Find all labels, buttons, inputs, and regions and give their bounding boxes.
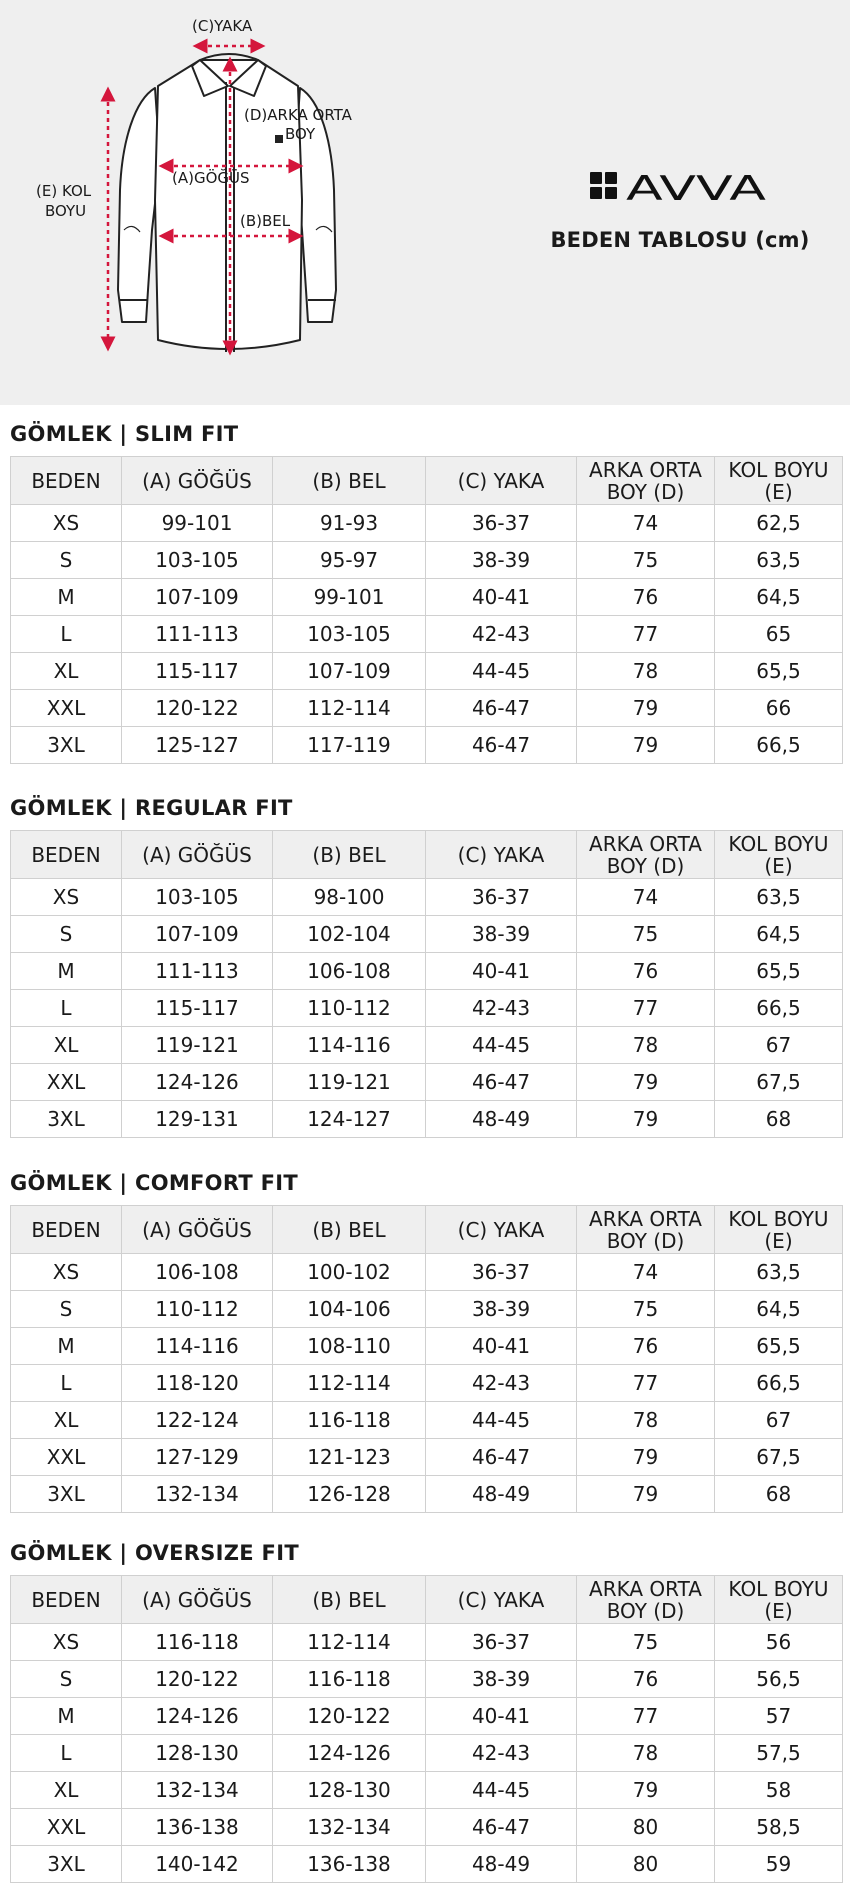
measurement-cell: 116-118: [273, 1402, 426, 1439]
measurement-cell: 124-127: [273, 1101, 426, 1138]
section-title: GÖMLEK | REGULAR FIT: [10, 796, 293, 820]
table-row: [11, 542, 843, 579]
measurement-cell: 65,5: [715, 653, 843, 690]
column-header: ARKA ORTA BOY (D): [577, 1206, 715, 1254]
measurement-cell: 36-37: [426, 1254, 577, 1291]
measurement-cell: 106-108: [122, 1254, 273, 1291]
column-header: ARKA ORTA BOY (D): [577, 1576, 715, 1624]
measurement-cell: 102-104: [273, 916, 426, 953]
measurement-cell: 74: [577, 505, 715, 542]
measurement-cell: 75: [577, 916, 715, 953]
column-header: (C) YAKA: [426, 1576, 577, 1624]
section-title: GÖMLEK | SLIM FIT: [10, 422, 239, 446]
size-label-cell: XS: [11, 1624, 122, 1661]
measurement-cell: 76: [577, 953, 715, 990]
column-header: BEDEN: [11, 457, 122, 505]
table-row: [11, 727, 843, 764]
column-header: (C) YAKA: [426, 1206, 577, 1254]
measurement-cell: 40-41: [426, 1698, 577, 1735]
measurement-cell: 67,5: [715, 1439, 843, 1476]
measurement-cell: 103-105: [273, 616, 426, 653]
measurement-cell: 75: [577, 1624, 715, 1661]
measurement-cell: 112-114: [273, 1624, 426, 1661]
measurement-cell: 80: [577, 1809, 715, 1846]
measurement-cell: 132-134: [273, 1809, 426, 1846]
size-label-cell: 3XL: [11, 727, 122, 764]
label-gogus: (A)GÖĞÜS: [172, 169, 250, 187]
measurement-cell: 136-138: [273, 1846, 426, 1883]
measurement-cell: 68: [715, 1476, 843, 1513]
measurement-cell: 79: [577, 690, 715, 727]
measurement-cell: 44-45: [426, 653, 577, 690]
section-title: GÖMLEK | COMFORT FIT: [10, 1171, 298, 1195]
column-header: KOL BOYU (E): [715, 1206, 843, 1254]
size-label-cell: XXL: [11, 1439, 122, 1476]
column-header: (A) GÖĞÜS: [122, 831, 273, 879]
measurement-cell: 132-134: [122, 1476, 273, 1513]
size-table: [10, 1575, 843, 1883]
measurement-cell: 66,5: [715, 990, 843, 1027]
measurement-cell: 66,5: [715, 727, 843, 764]
measurement-cell: 48-49: [426, 1846, 577, 1883]
size-label-cell: XL: [11, 1402, 122, 1439]
measurement-cell: 118-120: [122, 1365, 273, 1402]
header-row: [11, 457, 843, 505]
measurement-cell: 38-39: [426, 542, 577, 579]
measurement-cell: 76: [577, 579, 715, 616]
size-table: [10, 456, 843, 764]
size-label-cell: XL: [11, 653, 122, 690]
size-label-cell: S: [11, 1291, 122, 1328]
table-row: [11, 990, 843, 1027]
measurement-cell: 65,5: [715, 1328, 843, 1365]
measurement-cell: 115-117: [122, 990, 273, 1027]
header-panel: [0, 0, 850, 405]
measurement-cell: 99-101: [122, 505, 273, 542]
size-label-cell: XXL: [11, 1809, 122, 1846]
column-header: BEDEN: [11, 831, 122, 879]
table-row: [11, 1698, 843, 1735]
column-header: (B) BEL: [273, 1206, 426, 1254]
measurement-cell: 46-47: [426, 690, 577, 727]
measurement-cell: 120-122: [122, 690, 273, 727]
measurement-cell: 40-41: [426, 953, 577, 990]
label-kol-line2: BOYU: [45, 202, 87, 220]
measurement-cell: 78: [577, 653, 715, 690]
size-label-cell: XL: [11, 1772, 122, 1809]
measurement-cell: 110-112: [122, 1291, 273, 1328]
measurement-cell: 36-37: [426, 505, 577, 542]
measurement-cell: 63,5: [715, 542, 843, 579]
measurement-cell: 103-105: [122, 542, 273, 579]
avva-logo: [590, 170, 770, 204]
measurement-cell: 99-101: [273, 579, 426, 616]
size-section: [10, 786, 836, 1138]
column-header: KOL BOYU (E): [715, 457, 843, 505]
size-label-cell: XS: [11, 1254, 122, 1291]
measurement-cell: 44-45: [426, 1772, 577, 1809]
size-label-cell: M: [11, 1328, 122, 1365]
size-label-cell: XS: [11, 505, 122, 542]
measurement-cell: 119-121: [273, 1064, 426, 1101]
column-header: (B) BEL: [273, 457, 426, 505]
measurement-cell: 62,5: [715, 505, 843, 542]
table-row: [11, 1027, 843, 1064]
measurement-cell: 40-41: [426, 1328, 577, 1365]
table-row: [11, 1254, 843, 1291]
size-section: [10, 1161, 836, 1513]
table-row: [11, 1101, 843, 1138]
measurement-cell: 79: [577, 1064, 715, 1101]
measurement-cell: 79: [577, 1772, 715, 1809]
measurement-cell: 79: [577, 1476, 715, 1513]
measurement-cell: 80: [577, 1846, 715, 1883]
measurement-cell: 46-47: [426, 1439, 577, 1476]
measurement-cell: 106-108: [273, 953, 426, 990]
measurement-cell: 78: [577, 1402, 715, 1439]
measurement-cell: 129-131: [122, 1101, 273, 1138]
section-title: GÖMLEK | OVERSIZE FIT: [10, 1541, 299, 1565]
measurement-cell: 78: [577, 1027, 715, 1064]
measurement-cell: 48-49: [426, 1101, 577, 1138]
measurement-cell: 98-100: [273, 879, 426, 916]
measurement-cell: 107-109: [122, 579, 273, 616]
measurement-cell: 64,5: [715, 579, 843, 616]
measurement-cell: 56: [715, 1624, 843, 1661]
measurement-cell: 66: [715, 690, 843, 727]
measurement-cell: 120-122: [273, 1698, 426, 1735]
size-label-cell: M: [11, 1698, 122, 1735]
column-header: (C) YAKA: [426, 457, 577, 505]
measurement-cell: 65: [715, 616, 843, 653]
measurement-cell: 77: [577, 1698, 715, 1735]
size-label-cell: S: [11, 1661, 122, 1698]
size-label-cell: L: [11, 616, 122, 653]
table-row: [11, 1064, 843, 1101]
table-row: [11, 1328, 843, 1365]
table-row: [11, 1624, 843, 1661]
size-section: [10, 412, 836, 764]
measurement-cell: 124-126: [273, 1735, 426, 1772]
measurement-cell: 77: [577, 990, 715, 1027]
measurement-cell: 42-43: [426, 1735, 577, 1772]
measurement-cell: 112-114: [273, 690, 426, 727]
column-header: BEDEN: [11, 1576, 122, 1624]
measurement-cell: 42-43: [426, 990, 577, 1027]
measurement-cell: 100-102: [273, 1254, 426, 1291]
measurement-cell: 104-106: [273, 1291, 426, 1328]
measurement-cell: 58,5: [715, 1809, 843, 1846]
size-label-cell: M: [11, 579, 122, 616]
measurement-cell: 36-37: [426, 1624, 577, 1661]
size-label-cell: XS: [11, 879, 122, 916]
size-table: [10, 1205, 843, 1513]
measurement-cell: 117-119: [273, 727, 426, 764]
size-table: [10, 830, 843, 1138]
measurement-cell: 66,5: [715, 1365, 843, 1402]
measurement-cell: 107-109: [273, 653, 426, 690]
size-label-cell: 3XL: [11, 1476, 122, 1513]
table-row: [11, 1661, 843, 1698]
measurement-cell: 121-123: [273, 1439, 426, 1476]
measurement-cell: 63,5: [715, 1254, 843, 1291]
measurement-cell: 136-138: [122, 1809, 273, 1846]
column-header: BEDEN: [11, 1206, 122, 1254]
measurement-cell: 91-93: [273, 505, 426, 542]
measurement-cell: 40-41: [426, 579, 577, 616]
measurement-cell: 36-37: [426, 879, 577, 916]
measurement-cell: 116-118: [273, 1661, 426, 1698]
measurement-cell: 48-49: [426, 1476, 577, 1513]
measurement-cell: 44-45: [426, 1027, 577, 1064]
measurement-cell: 46-47: [426, 1064, 577, 1101]
measurement-cell: 108-110: [273, 1328, 426, 1365]
size-label-cell: L: [11, 990, 122, 1027]
measurement-cell: 46-47: [426, 727, 577, 764]
measurement-cell: 122-124: [122, 1402, 273, 1439]
measurement-cell: 124-126: [122, 1698, 273, 1735]
size-label-cell: L: [11, 1365, 122, 1402]
measurement-cell: 126-128: [273, 1476, 426, 1513]
measurement-cell: 79: [577, 1101, 715, 1138]
label-arka-line2: BOY: [285, 125, 316, 143]
column-header: (A) GÖĞÜS: [122, 1206, 273, 1254]
measurement-cell: 132-134: [122, 1772, 273, 1809]
size-chart-title: BEDEN TABLOSU (cm): [550, 228, 810, 252]
header-row: [11, 1576, 843, 1624]
size-label-cell: M: [11, 953, 122, 990]
label-arka-line1: (D)ARKA ORTA: [244, 106, 352, 124]
table-row: [11, 1291, 843, 1328]
measurement-cell: 67: [715, 1402, 843, 1439]
measurement-cell: 114-116: [122, 1328, 273, 1365]
measurement-cell: 79: [577, 1439, 715, 1476]
measurement-cell: 127-129: [122, 1439, 273, 1476]
table-row: [11, 653, 843, 690]
measurement-cell: 58: [715, 1772, 843, 1809]
measurement-cell: 44-45: [426, 1402, 577, 1439]
table-row: [11, 1772, 843, 1809]
header-row: [11, 831, 843, 879]
size-section: [10, 1531, 836, 1883]
measurement-cell: 111-113: [122, 616, 273, 653]
table-row: [11, 1365, 843, 1402]
table-row: [11, 579, 843, 616]
measurement-cell: 124-126: [122, 1064, 273, 1101]
measurement-cell: 79: [577, 727, 715, 764]
shirt-diagram: [0, 0, 560, 400]
column-header: (A) GÖĞÜS: [122, 457, 273, 505]
table-row: [11, 1476, 843, 1513]
column-header: KOL BOYU (E): [715, 831, 843, 879]
measurement-cell: 128-130: [273, 1772, 426, 1809]
logo-text: AVVA: [626, 170, 766, 204]
measurement-cell: 112-114: [273, 1365, 426, 1402]
table-row: [11, 916, 843, 953]
table-row: [11, 1439, 843, 1476]
table-row: [11, 1402, 843, 1439]
measurement-cell: 59: [715, 1846, 843, 1883]
column-header: (B) BEL: [273, 831, 426, 879]
measurement-cell: 76: [577, 1661, 715, 1698]
measurement-cell: 74: [577, 879, 715, 916]
measurement-cell: 67: [715, 1027, 843, 1064]
measurement-cell: 38-39: [426, 1661, 577, 1698]
size-label-cell: 3XL: [11, 1101, 122, 1138]
measurement-cell: 65,5: [715, 953, 843, 990]
measurement-cell: 103-105: [122, 879, 273, 916]
measurement-cell: 78: [577, 1735, 715, 1772]
shirt-icon: [118, 54, 336, 352]
table-row: [11, 1846, 843, 1883]
table-row: [11, 1735, 843, 1772]
measurement-cell: 77: [577, 1365, 715, 1402]
table-row: [11, 505, 843, 542]
measurement-cell: 110-112: [273, 990, 426, 1027]
measurement-cell: 67,5: [715, 1064, 843, 1101]
measurement-cell: 57: [715, 1698, 843, 1735]
table-row: [11, 953, 843, 990]
size-label-cell: XXL: [11, 1064, 122, 1101]
measurement-cell: 75: [577, 542, 715, 579]
measurement-cell: 64,5: [715, 1291, 843, 1328]
measurement-cell: 125-127: [122, 727, 273, 764]
label-bel: (B)BEL: [240, 212, 291, 230]
label-yaka: (C)YAKA: [192, 17, 253, 35]
measurement-cell: 95-97: [273, 542, 426, 579]
measurement-cell: 42-43: [426, 616, 577, 653]
measurement-cell: 63,5: [715, 879, 843, 916]
brand-block: [530, 170, 830, 252]
measurement-cell: 42-43: [426, 1365, 577, 1402]
measurement-cell: 107-109: [122, 916, 273, 953]
measurement-cell: 128-130: [122, 1735, 273, 1772]
measurement-cell: 38-39: [426, 1291, 577, 1328]
measurement-cell: 57,5: [715, 1735, 843, 1772]
measurement-cell: 116-118: [122, 1624, 273, 1661]
measurement-cell: 56,5: [715, 1661, 843, 1698]
label-kol-line1: (E) KOL: [36, 182, 92, 200]
size-label-cell: XL: [11, 1027, 122, 1064]
column-header: ARKA ORTA BOY (D): [577, 831, 715, 879]
header-row: [11, 1206, 843, 1254]
column-header: (A) GÖĞÜS: [122, 1576, 273, 1624]
measurement-cell: 111-113: [122, 953, 273, 990]
measurement-cell: 75: [577, 1291, 715, 1328]
measurement-cell: 64,5: [715, 916, 843, 953]
measurement-cell: 46-47: [426, 1809, 577, 1846]
column-header: (B) BEL: [273, 1576, 426, 1624]
measurement-cell: 140-142: [122, 1846, 273, 1883]
measurement-cell: 74: [577, 1254, 715, 1291]
size-label-cell: L: [11, 1735, 122, 1772]
size-label-cell: XXL: [11, 690, 122, 727]
size-label-cell: S: [11, 916, 122, 953]
table-row: [11, 879, 843, 916]
table-row: [11, 690, 843, 727]
measurement-cell: 119-121: [122, 1027, 273, 1064]
measurement-cell: 76: [577, 1328, 715, 1365]
measurement-cell: 68: [715, 1101, 843, 1138]
measurement-cell: 38-39: [426, 916, 577, 953]
column-header: KOL BOYU (E): [715, 1576, 843, 1624]
size-label-cell: 3XL: [11, 1846, 122, 1883]
column-header: (C) YAKA: [426, 831, 577, 879]
table-row: [11, 1809, 843, 1846]
table-row: [11, 616, 843, 653]
measurement-cell: 77: [577, 616, 715, 653]
measurement-cell: 120-122: [122, 1661, 273, 1698]
size-label-cell: S: [11, 542, 122, 579]
measurement-cell: 114-116: [273, 1027, 426, 1064]
column-header: ARKA ORTA BOY (D): [577, 457, 715, 505]
measurement-cell: 115-117: [122, 653, 273, 690]
